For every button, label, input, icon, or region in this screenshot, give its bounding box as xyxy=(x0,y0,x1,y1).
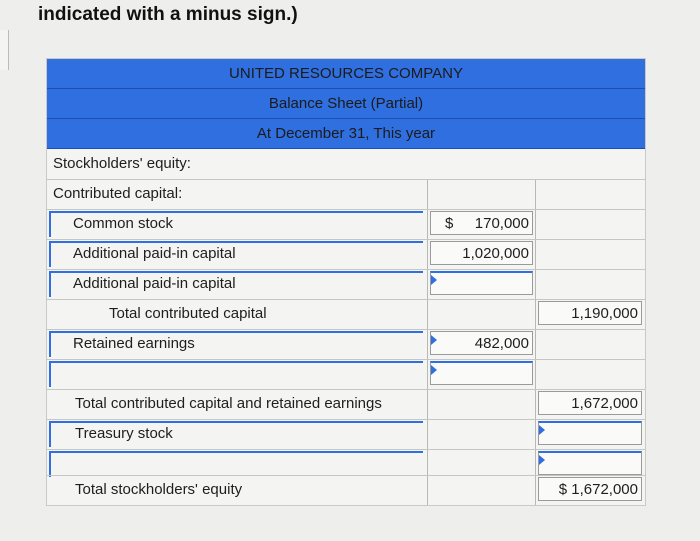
balance-sheet xyxy=(46,58,646,506)
row-retained-earnings xyxy=(47,329,645,358)
input-marker-icon xyxy=(431,365,437,375)
row-total-stockholders-equity xyxy=(47,475,645,504)
company-name: UNITED RESOURCES COMPANY xyxy=(229,65,463,82)
row-label: Contributed capital: xyxy=(53,185,183,202)
retained-earnings-amount: 482,000 xyxy=(474,335,529,352)
row-treasury-stock xyxy=(47,419,645,448)
input-marker-icon xyxy=(539,425,545,435)
row-label: Treasury stock xyxy=(75,425,173,442)
statement-date: At December 31, This year xyxy=(256,125,436,142)
row-additional-paid-in-capital xyxy=(47,239,645,268)
total-stockholders-equity-amount: $ 1,672,000 xyxy=(558,481,638,498)
row-label: Common stock xyxy=(73,215,174,232)
instruction-text: indicated with a minus sign.) xyxy=(38,4,298,25)
total-contributed-capital-amount: 1,190,000 xyxy=(571,305,638,322)
row-label: Stockholders' equity: xyxy=(53,155,191,172)
row-label: Retained earnings xyxy=(73,335,195,352)
row-label: Additional paid-in capital xyxy=(73,275,236,292)
row-common-stock xyxy=(47,209,645,238)
header-date xyxy=(47,119,645,149)
row-label: Additional paid-in capital xyxy=(73,245,236,262)
input-marker-icon xyxy=(539,455,545,465)
row-label: Total contributed capital xyxy=(109,305,267,322)
dollar-sign: $ xyxy=(445,215,454,232)
row-blank-1 xyxy=(47,359,645,388)
blank-2-amount-input[interactable] xyxy=(538,451,642,475)
apic-2-amount-input[interactable] xyxy=(430,271,533,295)
statement-name: Balance Sheet (Partial) xyxy=(268,95,424,112)
input-marker-icon xyxy=(431,275,437,285)
header-company xyxy=(47,59,645,89)
blank-1-amount-input[interactable] xyxy=(430,361,533,385)
row-contributed-capital xyxy=(47,179,645,208)
row-label: Total stockholders' equity xyxy=(75,481,243,498)
header-statement xyxy=(47,89,645,119)
apic-amount: 1,020,000 xyxy=(462,245,529,262)
left-edge-panel xyxy=(0,30,9,70)
row-stockholders-equity xyxy=(47,149,645,178)
common-stock-amount: 170,000 xyxy=(474,215,529,232)
row-additional-paid-in-capital-2 xyxy=(47,269,645,298)
treasury-stock-amount-input[interactable] xyxy=(538,421,642,445)
row-total-contributed-capital xyxy=(47,299,645,328)
row-blank-2 xyxy=(47,449,645,478)
blank-2-label-field[interactable] xyxy=(49,451,423,477)
total-capital-and-retained-amount: 1,672,000 xyxy=(571,395,638,412)
input-marker-icon xyxy=(431,335,437,345)
row-total-capital-and-retained xyxy=(47,389,645,418)
row-label: Total contributed capital and retained earnings xyxy=(75,395,382,412)
blank-1-label-field[interactable] xyxy=(49,361,423,387)
